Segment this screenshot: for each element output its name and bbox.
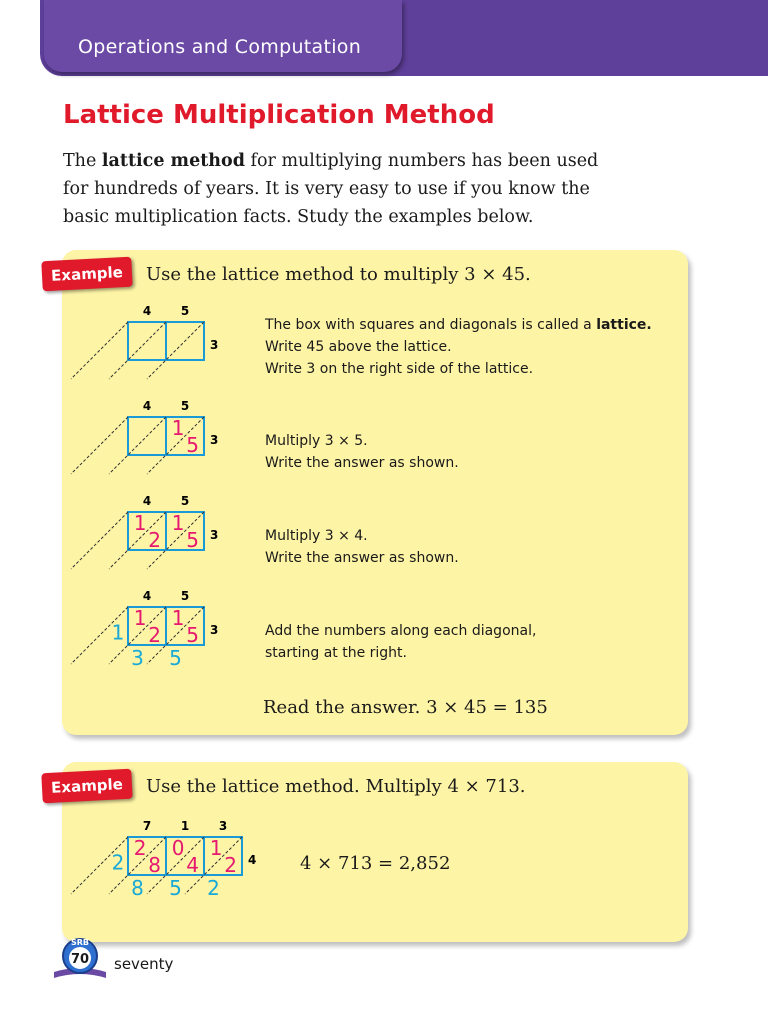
lower-cell-digit: 8 <box>148 852 161 877</box>
section-title: Operations and Computation <box>78 36 362 58</box>
intro-line-2: for hundreds of years. It is very easy to use if you know the <box>63 179 590 199</box>
example-2-result: 4 × 713 = 2,852 <box>300 853 451 874</box>
side-digit: 4 <box>248 853 257 867</box>
top-digit: 7 <box>142 819 152 833</box>
top-digit: 5 <box>180 399 190 413</box>
intro-paragraph <box>63 147 703 231</box>
upper-cell-digit: 2 <box>133 836 147 861</box>
lower-cell-digit: 2 <box>224 852 237 877</box>
upper-cell-digit: 1 <box>171 606 185 631</box>
lower-cell-digit: 2 <box>148 527 161 552</box>
example-1-prompt: Use the lattice method to multiply 3 × 45. <box>146 264 531 285</box>
diagonal-sum-digit: 1 <box>111 620 125 645</box>
page-title: Lattice Multiplication Method <box>63 100 495 130</box>
step-text-line: Write 45 above the lattice. <box>265 339 452 355</box>
upper-cell-digit: 1 <box>133 511 147 536</box>
step-text-plain: The box with squares and diagonals is called a <box>265 317 597 333</box>
top-digit: 4 <box>142 399 152 413</box>
intro-text: The <box>63 151 102 171</box>
top-digit: 5 <box>180 494 190 508</box>
intro-bold-term: lattice method <box>101 151 245 171</box>
top-digit: 4 <box>142 304 152 318</box>
diagonal-sum-digit: 5 <box>169 876 182 900</box>
lower-cell-digit: 5 <box>186 622 199 647</box>
side-digit: 3 <box>210 528 219 542</box>
book-seal-icon <box>50 934 110 980</box>
step-text-line: Write the answer as shown. <box>265 455 459 471</box>
example-2-lattice <box>100 812 270 922</box>
seal-label: SRB <box>70 938 90 947</box>
lower-cell-digit: 5 <box>186 432 199 457</box>
lower-cell-digit: 4 <box>186 852 199 877</box>
example-1-badge: Example <box>41 257 132 292</box>
lower-cell-digit: 5 <box>186 527 199 552</box>
example-2-prompt: Use the lattice method. Multiply 4 × 713. <box>146 776 526 797</box>
top-digit: 1 <box>180 819 190 833</box>
step-3-text <box>265 525 665 569</box>
step-text-line: starting at the right. <box>265 645 407 661</box>
diagonal-sum-digit: 2 <box>111 850 125 875</box>
upper-cell-digit: 1 <box>209 836 223 861</box>
diagonal-sum-digit: 3 <box>131 646 144 670</box>
step-text-line: Multiply 3 × 4. <box>265 528 368 544</box>
lattice-diagonal <box>109 322 166 379</box>
example-2-badge: Example <box>41 769 132 804</box>
top-digit: 3 <box>218 819 228 833</box>
upper-cell-digit: 1 <box>171 511 185 536</box>
upper-cell-digit: 1 <box>133 606 147 631</box>
top-digit: 4 <box>142 494 152 508</box>
top-digit: 5 <box>180 589 190 603</box>
side-digit: 3 <box>210 338 219 352</box>
page-number: 70 <box>70 952 90 967</box>
lattice-step-3 <box>100 487 240 597</box>
lattice-step-4 <box>100 582 240 692</box>
lattice-step-1 <box>100 297 240 407</box>
diagonal-sum-digit: 8 <box>131 876 144 900</box>
intro-text: for multiplying numbers has been used <box>244 151 599 171</box>
step-text-line: Add the numbers along each diagonal, <box>265 623 537 639</box>
lower-cell-digit: 2 <box>148 622 161 647</box>
upper-cell-digit: 0 <box>171 836 185 861</box>
top-digit: 5 <box>180 304 190 318</box>
step-2-text <box>265 430 665 474</box>
step-text-line: Write 3 on the right side of the lattice. <box>265 361 534 377</box>
diagonal-sum-digit: 5 <box>169 646 182 670</box>
page-word: seventy <box>114 955 174 973</box>
step-4-text <box>265 620 665 664</box>
lattice-diagonal <box>109 417 166 474</box>
diagonal-sum-digit: 2 <box>207 876 220 900</box>
intro-line-3: basic multiplication facts. Study the examples below. <box>63 207 534 227</box>
side-digit: 3 <box>210 623 219 637</box>
lattice-diagonal <box>147 322 204 379</box>
step-1-text <box>265 314 665 380</box>
upper-cell-digit: 1 <box>171 416 185 441</box>
example-1-answer: Read the answer. 3 × 45 = 135 <box>263 697 548 718</box>
step-text-line: Write the answer as shown. <box>265 550 459 566</box>
step-text-line <box>265 314 665 336</box>
step-text-bold: lattice. <box>596 317 652 333</box>
top-digit: 4 <box>142 589 152 603</box>
side-digit: 3 <box>210 433 219 447</box>
step-text-line: Multiply 3 × 5. <box>265 433 368 449</box>
intro-line-1 <box>63 147 703 175</box>
lattice-step-2 <box>100 392 240 502</box>
